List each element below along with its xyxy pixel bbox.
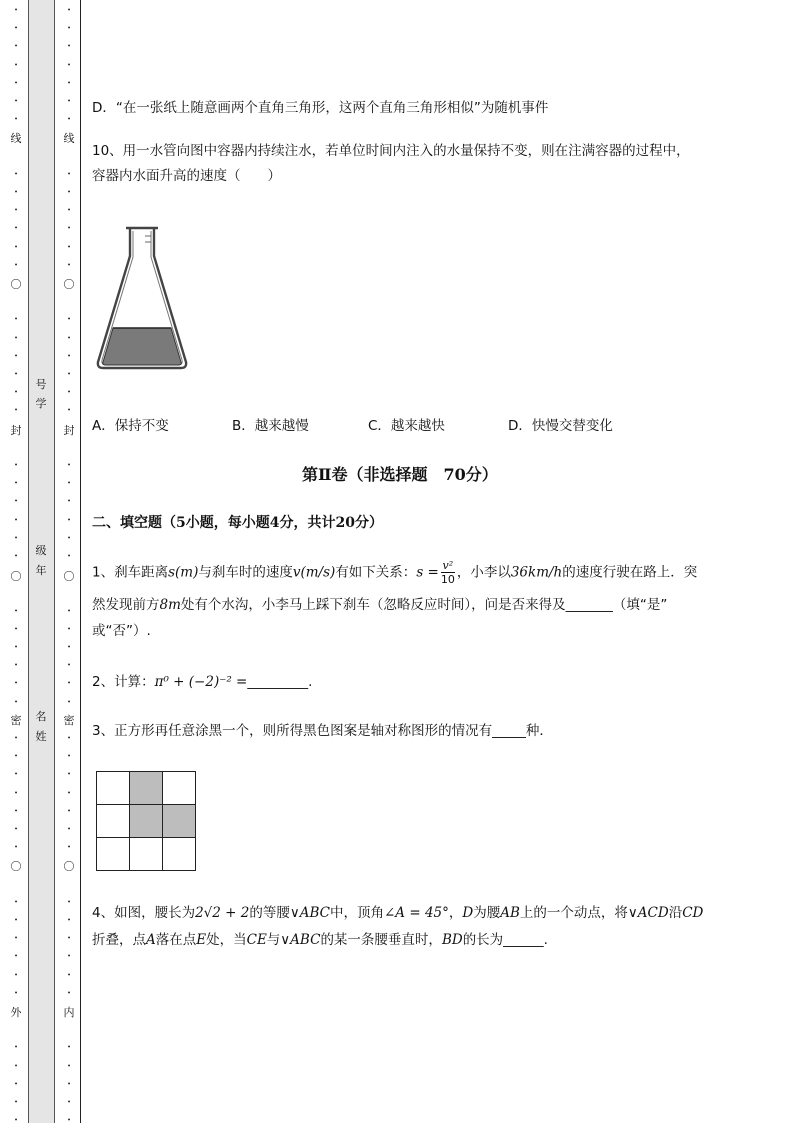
binding-dot: •: [67, 989, 71, 997]
binding-dot: •: [67, 316, 71, 324]
outer-label-6: 外: [10, 1006, 22, 1019]
binding-dot: •: [14, 170, 18, 178]
info-label-hao: 号: [35, 378, 47, 391]
binding-dot: •: [14, 625, 18, 633]
binding-dot: •: [14, 480, 18, 488]
binding-dot: •: [67, 516, 71, 524]
binding-dot: •: [67, 207, 71, 215]
q10-line2: 容器内水面升高的速度（ ）: [92, 168, 281, 184]
binding-dot: •: [67, 189, 71, 196]
binding-dot: •: [67, 98, 71, 105]
binding-dot: •: [67, 553, 71, 560]
binding-dot: •: [14, 680, 18, 688]
binding-dot: •: [67, 480, 71, 488]
inner-label-6: 内: [63, 1006, 75, 1019]
binding-dot: •: [67, 225, 71, 233]
binding-dot: •: [67, 1062, 71, 1070]
binding-dot: •: [67, 807, 71, 815]
binding-dot: •: [67, 898, 71, 906]
part2-title: 第Ⅱ卷（非选择题 70分）: [302, 465, 498, 484]
binding-dot: •: [67, 116, 71, 124]
binding-dot: •: [67, 971, 71, 979]
binding-dot: •: [14, 25, 18, 33]
binding-dot: •: [67, 334, 71, 342]
inner-label-3: 〇: [63, 570, 75, 583]
binding-dot: •: [14, 243, 18, 251]
binding-dot: •: [14, 407, 18, 415]
q10-option-c: C．越来越快: [368, 418, 445, 434]
binding-dot: •: [14, 1044, 18, 1052]
binding-dot: •: [67, 462, 71, 469]
outer-label-0: 线: [10, 132, 22, 145]
binding-dot: •: [67, 79, 71, 87]
binding-dot: •: [14, 98, 18, 105]
binding-dot: •: [14, 607, 18, 615]
binding-dot: •: [67, 826, 71, 833]
binding-dot: •: [14, 498, 18, 506]
binding-dot: •: [67, 1080, 71, 1088]
binding-dot: •: [14, 389, 18, 397]
fill-q2: 2、计算：π⁰ + (−2)⁻² =_________.: [92, 674, 313, 690]
binding-dot: •: [14, 844, 18, 852]
binding-dot: •: [67, 735, 71, 742]
info-label-nian: 年: [35, 564, 47, 577]
binding-dot: •: [14, 225, 18, 233]
q10-option-b: B．越来越慢: [232, 418, 309, 434]
inner-label-4: 密: [63, 714, 75, 727]
square-grid-figure: [96, 771, 196, 871]
q9-option-d: D．“在一张纸上随意画两个直角三角形，这两个直角三角形相似”为随机事件: [92, 100, 549, 116]
grid-cell: [97, 838, 130, 871]
info-label-ji: 级: [35, 544, 47, 557]
binding-dot: •: [67, 662, 71, 670]
binding-dot: •: [14, 789, 18, 797]
fill-q1-line1: 1、刹车距离s(m)与刹车时的速度v(m/s)有如下关系：s = $\frac{\text{v²}}{10}$ ，小李以36km/h的速度行驶在路上．突: [92, 559, 698, 586]
binding-dot: •: [14, 1099, 18, 1106]
binding-dot: •: [67, 243, 71, 251]
binding-dot: •: [67, 625, 71, 633]
binding-dot: •: [14, 462, 18, 469]
binding-dot: •: [67, 1117, 71, 1125]
binding-dot: •: [14, 935, 18, 943]
binding-strip: [28, 0, 55, 1123]
info-label-ming: 名: [35, 710, 47, 723]
binding-dot: •: [14, 1117, 18, 1125]
binding-dot: •: [67, 43, 71, 51]
binding-dot: •: [14, 644, 18, 651]
binding-dot: •: [14, 698, 18, 706]
binding-dot: •: [14, 807, 18, 815]
binding-dot: •: [14, 334, 18, 342]
binding-dot: •: [14, 352, 18, 360]
binding-dot: •: [14, 516, 18, 524]
binding-dot: •: [67, 534, 71, 542]
grid-cell: [163, 805, 196, 838]
binding-dot: •: [14, 189, 18, 196]
binding-dot: •: [14, 371, 18, 378]
grid-cell: [97, 772, 130, 805]
q10-line1: 10、用一水管向图中容器内持续注水，若单位时间内注入的水量保持不变，则在注满容器的过程中，: [92, 143, 690, 159]
binding-dot: •: [14, 261, 18, 269]
binding-dot: •: [67, 953, 71, 961]
inner-label-5: 〇: [63, 860, 75, 873]
binding-dot: •: [14, 917, 18, 924]
fill-q3: 3、正方形再任意涂黑一个，则所得黑色图案是轴对称图形的情况有_____种．: [92, 723, 553, 739]
binding-dot: •: [67, 1099, 71, 1106]
fill-q4-line2: 折叠，点A落在点E处，当CE与∨ABC的某一条腰垂直时，BD的长为______.: [92, 932, 548, 948]
binding-dot: •: [67, 771, 71, 779]
binding-dot: •: [14, 1080, 18, 1088]
binding-dot: •: [14, 316, 18, 324]
outer-label-5: 〇: [10, 860, 22, 873]
binding-dot: •: [14, 953, 18, 961]
fill-q1-line2: 然发现前方8m处有个水沟，小李马上踩下刹车（忽略反应时间），问是否来得及_______（填“是”: [92, 597, 668, 613]
binding-dot: •: [14, 771, 18, 779]
binding-dot: •: [67, 789, 71, 797]
outer-label-2: 封: [10, 424, 22, 437]
binding-dot: •: [67, 680, 71, 688]
binding-dot: •: [67, 261, 71, 269]
grid-cell: [130, 838, 163, 871]
binding-dot: •: [67, 1044, 71, 1052]
binding-dot: •: [14, 989, 18, 997]
binding-dot: •: [67, 352, 71, 360]
binding-dot: •: [67, 844, 71, 852]
speed-fraction: $\frac{\text{v²}}{10}$: [440, 559, 455, 586]
binding-dot: •: [14, 534, 18, 542]
grid-cell: [163, 772, 196, 805]
fill-q1-line3: 或“否”）.: [92, 623, 151, 639]
inner-label-0: 线: [63, 132, 75, 145]
fill-q4-line1: 4、如图，腰长为2√2 + 2的等腰∨ABC中，顶角∠A = 45°，D为腰AB上的一个动点，将∨ACD沿CD: [92, 905, 704, 921]
binding-dot: •: [67, 389, 71, 397]
binding-dot: •: [67, 644, 71, 651]
binding-dot: •: [67, 61, 71, 69]
binding-dot: •: [14, 898, 18, 906]
binding-dot: •: [14, 553, 18, 560]
grid-cell: [97, 805, 130, 838]
binding-dot: •: [14, 116, 18, 124]
binding-dot: •: [14, 7, 18, 14]
binding-dot: •: [67, 753, 71, 761]
binding-dot: •: [14, 735, 18, 742]
binding-dot: •: [14, 207, 18, 215]
section2-heading: 二、填空题（5小题，每小题4分，共计20分）: [92, 515, 383, 531]
binding-dot: •: [67, 498, 71, 506]
binding-dot: •: [14, 79, 18, 87]
binding-dot: •: [14, 61, 18, 69]
grid-cell: [130, 772, 163, 805]
binding-dot: •: [67, 25, 71, 33]
binding-dot: •: [67, 407, 71, 415]
outer-label-4: 密: [10, 714, 22, 727]
binding-dot: •: [67, 935, 71, 943]
binding-dot: •: [14, 826, 18, 833]
grid-cell: [130, 805, 163, 838]
binding-dot: •: [67, 698, 71, 706]
binding-dot: •: [14, 1062, 18, 1070]
inner-label-1: 〇: [63, 278, 75, 291]
margin-rule: [80, 0, 81, 1123]
q10-option-d: D．快慢交替变化: [508, 418, 613, 434]
binding-dot: •: [67, 7, 71, 14]
flask-figure: [92, 222, 192, 374]
outer-label-1: 〇: [10, 278, 22, 291]
q10-option-a: A．保持不变: [92, 418, 169, 434]
grid-cell: [163, 838, 196, 871]
outer-label-3: 〇: [10, 570, 22, 583]
binding-dot: •: [14, 662, 18, 670]
inner-label-2: 封: [63, 424, 75, 437]
binding-dot: •: [14, 43, 18, 51]
info-label-xue: 学: [35, 397, 47, 410]
binding-dot: •: [67, 170, 71, 178]
binding-dot: •: [14, 971, 18, 979]
binding-dot: •: [67, 607, 71, 615]
binding-dot: •: [67, 917, 71, 924]
binding-dot: •: [67, 371, 71, 378]
info-label-xing: 姓: [35, 730, 47, 743]
binding-dot: •: [14, 753, 18, 761]
